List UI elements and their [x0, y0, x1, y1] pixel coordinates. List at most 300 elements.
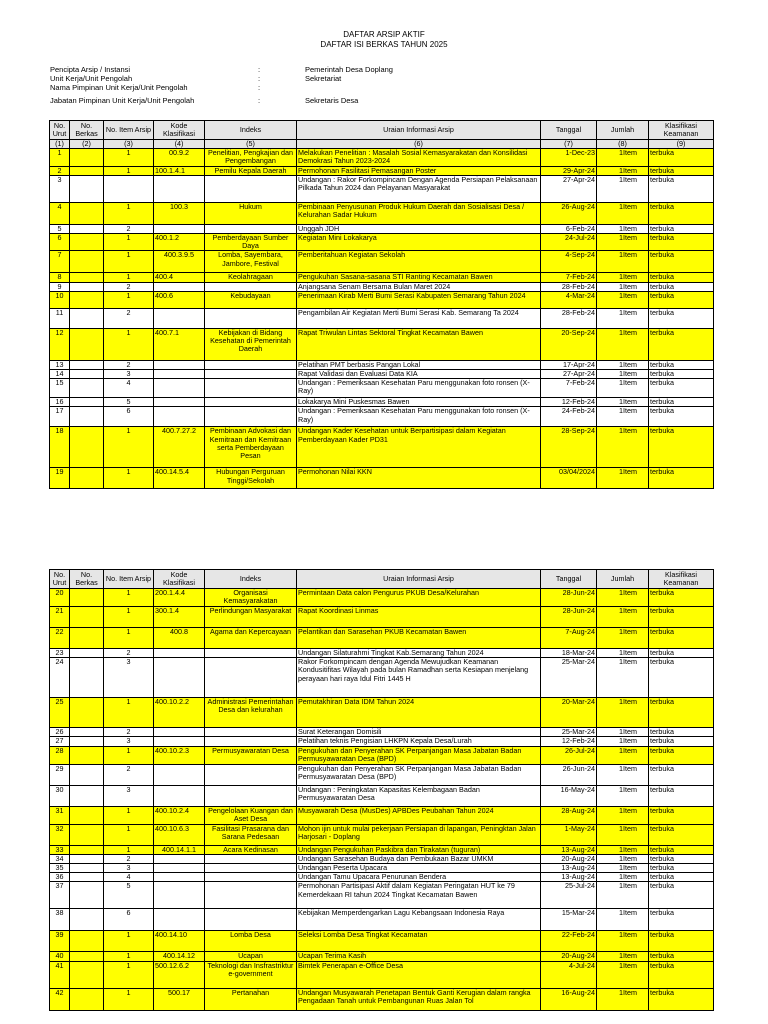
item-number: 1	[104, 952, 154, 961]
table-row	[50, 952, 714, 961]
count-unit: Item	[623, 282, 637, 291]
archive-date: 25-Jul-24	[541, 882, 597, 909]
archive-count	[597, 328, 649, 360]
meta-colon: :	[258, 74, 261, 83]
berkas-number	[70, 202, 104, 224]
archive-description: Pembinaan Penyusunan Produk Hukum Daerah dan Sosialisasi Desa / Kelurahan Sadar Hukum	[297, 202, 541, 224]
column-header: No. Item Arsip	[104, 570, 154, 589]
archive-date: 27-Apr-24	[541, 370, 597, 379]
security-classification: terbuka	[649, 952, 714, 961]
berkas-number	[70, 764, 104, 785]
archive-count	[597, 251, 649, 273]
classification-code: 200.1.4.4	[154, 589, 205, 607]
count-value: 1	[619, 961, 623, 970]
archive-date: 20-Aug-24	[541, 952, 597, 961]
column-number: (5)	[205, 140, 297, 149]
security-classification: terbuka	[649, 149, 714, 166]
count-value: 1	[619, 872, 623, 882]
classification-code	[154, 379, 205, 398]
table-row	[50, 224, 714, 233]
item-number: 1	[104, 628, 154, 649]
item-number: 3	[104, 370, 154, 379]
row-number: 35	[50, 864, 70, 873]
document-title: DAFTAR ARSIP AKTIF	[343, 30, 425, 39]
classification-code: 400.10.6.3	[154, 824, 205, 845]
security-classification: terbuka	[649, 379, 714, 398]
archive-description: Pemutakhiran Data IDM Tahun 2024	[297, 698, 541, 728]
index-label	[205, 282, 297, 291]
archive-count	[597, 824, 649, 845]
archive-description: Undangan : Rakor Forkompincam Dengan Agenda Persiapan Pelaksanaan Pilkada Tahun 2024 dan Pelayanan Masyarakat	[297, 175, 541, 202]
row-number: 29	[50, 764, 70, 785]
archive-date: 7-Aug-24	[541, 628, 597, 649]
classification-code: 400.10.2.2	[154, 698, 205, 728]
security-classification: terbuka	[649, 282, 714, 291]
archive-count	[597, 291, 649, 308]
archive-description: Pengambilan Air Kegiatan Merti Bumi Serasi Kab. Semarang Ta 2024	[297, 308, 541, 328]
item-number: 3	[104, 658, 154, 698]
archive-table-2	[49, 569, 714, 1011]
column-header: Kode Klasifikasi	[154, 121, 205, 140]
index-label: Keolahragaan	[205, 273, 297, 282]
item-number: 1	[104, 988, 154, 1010]
row-number: 31	[50, 806, 70, 824]
index-label	[205, 308, 297, 328]
item-number: 4	[104, 379, 154, 398]
index-label: Pengelolaan Kuangan dan Aset Desa	[205, 806, 297, 824]
row-number: 18	[50, 427, 70, 468]
count-value: 1	[619, 328, 623, 337]
security-classification: terbuka	[649, 398, 714, 407]
row-number: 33	[50, 845, 70, 854]
table-row	[50, 282, 714, 291]
count-value: 1	[619, 863, 623, 873]
archive-description: Rakor Forkompincam dengan Agenda Mewujudkan Keamanan Kondusitifitas Wilayah pada bulan Ramadhan serta Kesiapan menjelang perayaan hari raya Idul Fitri 1445 H	[297, 658, 541, 698]
count-unit: Item	[623, 369, 637, 379]
row-number: 5	[50, 224, 70, 233]
count-unit: Item	[623, 627, 637, 636]
security-classification: terbuka	[649, 360, 714, 369]
archive-description: Lokakarya Mini Puskesmas Bawen	[297, 398, 541, 407]
archive-date: 28-Feb-24	[541, 282, 597, 291]
table-row	[50, 845, 714, 854]
berkas-number	[70, 737, 104, 746]
berkas-number	[70, 589, 104, 607]
count-unit: Item	[623, 961, 637, 970]
count-unit: Item	[623, 272, 637, 282]
berkas-number	[70, 746, 104, 764]
table-row	[50, 149, 714, 166]
berkas-number	[70, 698, 104, 728]
berkas-number	[70, 628, 104, 649]
row-number: 3	[50, 175, 70, 202]
count-unit: Item	[623, 360, 637, 369]
archive-count	[597, 398, 649, 407]
archive-count	[597, 166, 649, 175]
archive-description: Pelatihan teknis Pengisian LHKPN Kepala Desa/Lurah	[297, 737, 541, 746]
archive-description: Penerimaan Kirab Merti Bumi Serasi Kabupaten Semarang Tahun 2024	[297, 291, 541, 308]
archive-description: Undangan Tamu Upacara Penurunan Bendera	[297, 873, 541, 882]
index-label	[205, 909, 297, 931]
archive-date: 12-Feb-24	[541, 737, 597, 746]
archive-date: 26-Jun-24	[541, 764, 597, 785]
berkas-number	[70, 873, 104, 882]
index-label: Penelitian, Pengkajian dan Pengembangan	[205, 149, 297, 166]
index-label	[205, 737, 297, 746]
berkas-number	[70, 379, 104, 398]
index-label: Pemberdayaan Sumber Daya	[205, 234, 297, 251]
item-number: 1	[104, 698, 154, 728]
count-unit: Item	[623, 378, 637, 388]
column-number: (1)	[50, 140, 70, 149]
item-number: 1	[104, 234, 154, 251]
count-unit: Item	[623, 746, 637, 755]
row-number: 17	[50, 407, 70, 427]
archive-date: 20-Sep-24	[541, 328, 597, 360]
count-value: 1	[619, 606, 623, 615]
index-label: Teknologi dan Insfrastriktur e-government	[205, 961, 297, 988]
berkas-number	[70, 398, 104, 407]
count-value: 1	[619, 467, 623, 477]
table-row	[50, 873, 714, 882]
count-unit: Item	[623, 148, 637, 158]
index-label	[205, 873, 297, 882]
index-label: Pemilu Kepala Daerah	[205, 166, 297, 175]
archive-description: Permohonan Partisipasi Aktif dalam Kegiatan Peringatan HUT ke 79 Kemerdekaan RI tahun 2024 Tingkat Kecamatan Bawen	[297, 882, 541, 909]
column-number: (4)	[154, 140, 205, 149]
table-row	[50, 273, 714, 282]
security-classification: terbuka	[649, 468, 714, 489]
table-row	[50, 628, 714, 649]
archive-description: Undangan Kader Kesehatan untuk Berpartisipasi dalam Kegiatan Pemberdayaan Kader PD31	[297, 427, 541, 468]
classification-code: 400.8	[154, 628, 205, 649]
archive-count	[597, 806, 649, 824]
classification-code	[154, 224, 205, 233]
archive-description: Undangan Sarasehan Budaya dan Pembukaan Bazar UMKM	[297, 854, 541, 863]
meta-value: Sekretariat	[305, 74, 342, 83]
archive-description: Rapat Triwulan Lintas Sektoral Tingkat Kecamatan Bawen	[297, 328, 541, 360]
archive-description: Pengukuhan dan Penyerahan SK Perpanjangan Masa Jabatan Badan Permusyawaratan Desa (BPD)	[297, 764, 541, 785]
meta-value: Pemerintah Desa Doplang	[305, 65, 393, 74]
table-row	[50, 202, 714, 224]
classification-code: 500.12.6.2	[154, 961, 205, 988]
count-unit: Item	[623, 881, 637, 891]
security-classification: terbuka	[649, 882, 714, 909]
row-number: 25	[50, 698, 70, 728]
column-number: (3)	[104, 140, 154, 149]
classification-code	[154, 282, 205, 291]
index-label	[205, 649, 297, 658]
item-number: 3	[104, 785, 154, 806]
count-value: 1	[619, 426, 623, 436]
archive-description: Pelatihan PMT berbasis Pangan Lokal	[297, 360, 541, 369]
classification-code: 400.10.2.3	[154, 746, 205, 764]
column-number-row	[50, 140, 714, 149]
meta-row	[50, 84, 500, 93]
table-row	[50, 398, 714, 407]
count-unit: Item	[623, 736, 637, 746]
row-number: 10	[50, 291, 70, 308]
count-value: 1	[619, 881, 623, 891]
count-value: 1	[619, 282, 623, 291]
meta-value: Sekretaris Desa	[305, 96, 359, 105]
index-label: Pertanahan	[205, 988, 297, 1010]
table-row	[50, 328, 714, 360]
table-row	[50, 407, 714, 427]
berkas-number	[70, 882, 104, 909]
row-number: 13	[50, 360, 70, 369]
item-number: 1	[104, 427, 154, 468]
count-value: 1	[619, 648, 623, 657]
archive-description: Rapat Validasi dan Evaluasi Data KIA	[297, 370, 541, 379]
row-number: 27	[50, 737, 70, 746]
classification-code	[154, 658, 205, 698]
item-number: 2	[104, 360, 154, 369]
archive-date: 29-Apr-24	[541, 166, 597, 175]
row-number: 9	[50, 282, 70, 291]
archive-count	[597, 961, 649, 988]
classification-code	[154, 649, 205, 658]
meta-label: Unit Kerja/Unit Pengolah	[50, 74, 133, 83]
index-label: Administrasi Pemerintahan Desa dan kelurahan	[205, 698, 297, 728]
security-classification: terbuka	[649, 251, 714, 273]
classification-code: 100.3	[154, 202, 205, 224]
archive-description: Anjangsana Senam Bersama Bulan Maret 2024	[297, 282, 541, 291]
berkas-number	[70, 149, 104, 166]
table-row	[50, 607, 714, 628]
archive-count	[597, 737, 649, 746]
count-value: 1	[619, 250, 623, 260]
count-unit: Item	[623, 727, 637, 737]
archive-description: Undangan Musyawarah Penetapan Bentuk Ganti Kerugian dalam rangka Pengadaan Tanah untuk Pembangunan Ruas Jalan Tol	[297, 988, 541, 1010]
archive-date: 4-Sep-24	[541, 251, 597, 273]
count-value: 1	[619, 175, 623, 184]
archive-date: 26-Aug-24	[541, 202, 597, 224]
column-header: Klasifikasi Keamanan	[649, 570, 714, 589]
index-label	[205, 658, 297, 698]
index-label	[205, 864, 297, 873]
count-value: 1	[619, 908, 623, 918]
item-number: 2	[104, 649, 154, 658]
archive-count	[597, 607, 649, 628]
archive-description: Permintaan Data calon Pengurus PKUB Desa/Kelurahan	[297, 589, 541, 607]
archive-count	[597, 845, 649, 854]
security-classification: terbuka	[649, 988, 714, 1010]
row-number: 1	[50, 149, 70, 166]
classification-code	[154, 728, 205, 737]
table-row	[50, 961, 714, 988]
archive-description: Permohonan Fasilitasi Pemasangan Poster	[297, 166, 541, 175]
table-row	[50, 882, 714, 909]
count-unit: Item	[623, 697, 637, 707]
table-row	[50, 291, 714, 308]
count-unit: Item	[623, 824, 637, 833]
item-number: 1	[104, 273, 154, 282]
classification-code	[154, 360, 205, 369]
archive-date: 17-Apr-24	[541, 360, 597, 369]
item-number: 2	[104, 764, 154, 785]
archive-date: 28-Jun-24	[541, 589, 597, 607]
count-unit: Item	[623, 175, 637, 184]
classification-code: 400.7.27.2	[154, 427, 205, 468]
archive-date: 24-Jul-24	[541, 234, 597, 251]
archive-date: 26-Jul-24	[541, 746, 597, 764]
index-label	[205, 360, 297, 369]
count-unit: Item	[623, 764, 637, 773]
count-value: 1	[619, 697, 623, 707]
count-value: 1	[619, 736, 623, 746]
archive-count	[597, 728, 649, 737]
count-unit: Item	[623, 806, 637, 815]
archive-date: 7-Feb-24	[541, 379, 597, 398]
row-number: 6	[50, 234, 70, 251]
index-label: Organisasi Kemasyarakatan	[205, 589, 297, 607]
index-label: Lomba, Sayembara, Jambore, Festival	[205, 251, 297, 273]
berkas-number	[70, 251, 104, 273]
berkas-number	[70, 845, 104, 854]
count-value: 1	[619, 224, 623, 233]
archive-description: Undangan : Pemeriksaan Kesehatan Paru menggunakan foto ronsen (X-Ray)	[297, 407, 541, 427]
archive-description: Pengukuhan dan Penyerahan SK Perpanjangan Masa Jabatan Badan Permusyawaratan Desa (BPD)	[297, 746, 541, 764]
archive-count	[597, 175, 649, 202]
berkas-number	[70, 407, 104, 427]
archive-table-1	[49, 120, 714, 489]
security-classification: terbuka	[649, 698, 714, 728]
count-unit: Item	[623, 854, 637, 863]
index-label	[205, 224, 297, 233]
count-value: 1	[619, 406, 623, 416]
archive-count	[597, 589, 649, 607]
column-number: (8)	[597, 140, 649, 149]
archive-date: 15-Mar-24	[541, 909, 597, 931]
table-row	[50, 649, 714, 658]
index-label	[205, 854, 297, 863]
classification-code: 400.7.1	[154, 328, 205, 360]
column-number: (7)	[541, 140, 597, 149]
column-number: (6)	[297, 140, 541, 149]
berkas-number	[70, 234, 104, 251]
index-label: Fasilitasi Prasarana dan Sarana Pedesaan	[205, 824, 297, 845]
item-number: 2	[104, 224, 154, 233]
index-label: Hubungan Perguruan Tinggi/Sekolah	[205, 468, 297, 489]
berkas-number	[70, 427, 104, 468]
archive-description: Rapat Koordinasi Linmas	[297, 607, 541, 628]
row-number: 21	[50, 607, 70, 628]
classification-code	[154, 882, 205, 909]
archive-count	[597, 764, 649, 785]
berkas-number	[70, 931, 104, 952]
archive-description: Undangan : Peningkatan Kapasitas Kelembagaan Badan Permusyawaratan Desa	[297, 785, 541, 806]
table-row	[50, 988, 714, 1010]
column-number: (2)	[70, 140, 104, 149]
berkas-number	[70, 658, 104, 698]
archive-count	[597, 427, 649, 468]
index-label	[205, 728, 297, 737]
count-unit: Item	[623, 202, 637, 211]
count-unit: Item	[623, 291, 637, 300]
berkas-number	[70, 328, 104, 360]
index-label	[205, 175, 297, 202]
archive-description: Pelantikan dan Sarasehan PKUB Kecamatan Bawen	[297, 628, 541, 649]
archive-count	[597, 882, 649, 909]
archive-count	[597, 379, 649, 398]
index-label: Agama dan Kepercayaan	[205, 628, 297, 649]
archive-description: Undangan Pengukuhan Paskibra dan Tirakatan (tuguran)	[297, 845, 541, 854]
archive-description: Undangan : Pemeriksaan Kesehatan Paru menggunakan foto ronsen (X-Ray)	[297, 379, 541, 398]
archive-description: Undangan Peserta Upacara	[297, 864, 541, 873]
security-classification: terbuka	[649, 273, 714, 282]
classification-code: 400.14.1.1	[154, 845, 205, 854]
item-number: 1	[104, 931, 154, 952]
count-value: 1	[619, 785, 623, 794]
count-value: 1	[619, 627, 623, 636]
archive-description: Kebijakan Memperdengarkan Lagu Kebangsaan Indonesia Raya	[297, 909, 541, 931]
item-number: 1	[104, 328, 154, 360]
row-number: 32	[50, 824, 70, 845]
count-unit: Item	[623, 250, 637, 260]
classification-code: 400.3.9.5	[154, 251, 205, 273]
archive-count	[597, 746, 649, 764]
count-unit: Item	[623, 426, 637, 436]
item-number: 1	[104, 746, 154, 764]
column-header: Indeks	[205, 570, 297, 589]
berkas-number	[70, 806, 104, 824]
row-number: 2	[50, 166, 70, 175]
classification-code	[154, 370, 205, 379]
meta-label: Pencipta Arsip / Instansi	[50, 65, 131, 74]
column-header: Jumlah	[597, 121, 649, 140]
item-number: 6	[104, 407, 154, 427]
archive-date: 24-Feb-24	[541, 407, 597, 427]
archive-count	[597, 234, 649, 251]
archive-date: 27-Apr-24	[541, 175, 597, 202]
item-number: 2	[104, 308, 154, 328]
security-classification: terbuka	[649, 845, 714, 854]
archive-description: Ucapan Terima Kasih	[297, 952, 541, 961]
table-row	[50, 379, 714, 398]
column-header: No. Urut	[50, 570, 70, 589]
count-value: 1	[619, 272, 623, 282]
table-row	[50, 370, 714, 379]
meta-label: Nama Pimpinan Unit Kerja/Unit Pengolah	[50, 83, 188, 92]
table-row	[50, 251, 714, 273]
classification-code	[154, 398, 205, 407]
archive-count	[597, 931, 649, 952]
row-number: 39	[50, 931, 70, 952]
item-number: 1	[104, 845, 154, 854]
item-number: 2	[104, 728, 154, 737]
archive-count	[597, 468, 649, 489]
table-row	[50, 308, 714, 328]
table-row	[50, 854, 714, 863]
classification-code: 400.14.5.4	[154, 468, 205, 489]
berkas-number	[70, 728, 104, 737]
item-number: 5	[104, 882, 154, 909]
archive-description: Musyawarah Desa (MusDes) APBDes Peubahan Tahun 2024	[297, 806, 541, 824]
count-unit: Item	[623, 845, 637, 854]
security-classification: terbuka	[649, 961, 714, 988]
archive-date: 28-Aug-24	[541, 806, 597, 824]
table-row	[50, 785, 714, 806]
table-row	[50, 746, 714, 764]
count-value: 1	[619, 727, 623, 737]
row-number: 20	[50, 589, 70, 607]
security-classification: terbuka	[649, 728, 714, 737]
archive-count	[597, 628, 649, 649]
count-value: 1	[619, 824, 623, 833]
table-row	[50, 864, 714, 873]
count-unit: Item	[623, 872, 637, 882]
